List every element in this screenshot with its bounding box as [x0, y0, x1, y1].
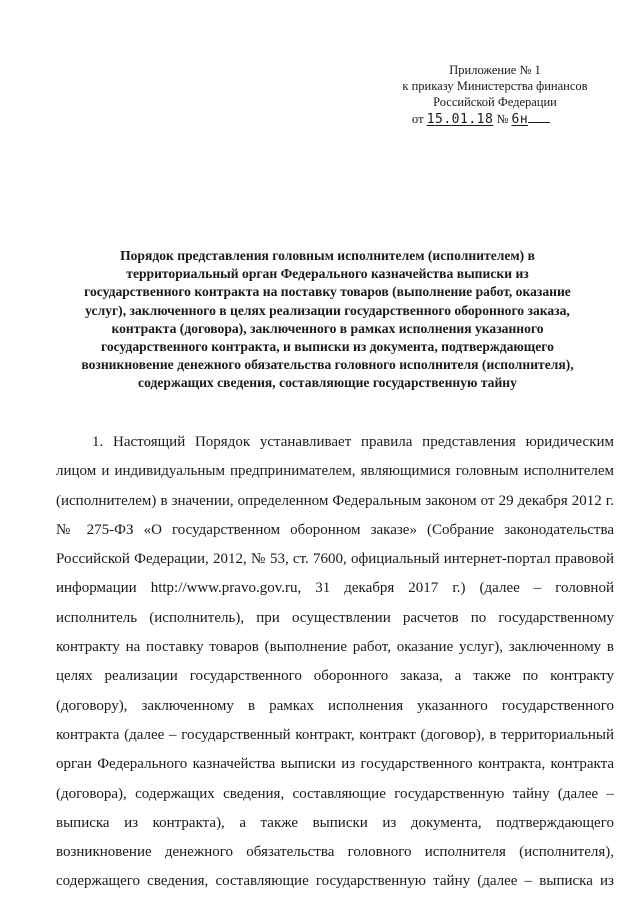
body-line: Российской Федерации, 2012, № 53, ст. 7600, официальный интернет-портал правовой: [56, 551, 614, 568]
body-line: выписка из контракта), а также выписки из документа, подтверждающего: [56, 814, 614, 831]
body-line: контракту на поставку товаров (выполнение работ, оказание услуг), заключенному в: [56, 639, 614, 656]
title-line: контракта (договора), заключенного в рамках исполнения указанного: [111, 320, 544, 336]
title-line: Порядок представления головным исполнителем (исполнителем) в: [120, 248, 535, 263]
body-line: 1. Настоящий Порядок устанавливает правила представления юридическим: [92, 434, 614, 450]
appendix-country: Российской Федерации: [433, 95, 557, 109]
title-line: государственного контракта на поставку товаров (выполнение работ, оказание: [84, 284, 571, 300]
appendix-date-line: [380, 110, 610, 128]
number-prefix: №: [496, 112, 509, 126]
appendix-block: [380, 62, 610, 128]
title-line: государственного контракта, и выписки из документа, подтверждающего: [101, 339, 554, 355]
body-line: содержащего сведения, составляющие государственную тайну (далее – выписка из: [56, 873, 614, 890]
order-number: 6н: [511, 112, 529, 127]
title-line: возникновение денежного обязательства головного исполнителя (исполнителя),: [81, 357, 574, 373]
body-line: (договору), заключенному в рамках исполнения указанного государственного: [56, 697, 614, 714]
body-line: контракта (далее – государственный контракт, контракт (договор), в территориальный: [56, 726, 614, 743]
appendix-title: Приложение № 1: [449, 63, 541, 77]
body-line: лицом и индивидуальным предпринимателем, являющимися головным исполнителем: [56, 463, 614, 480]
body-line: исполнитель (исполнитель), при осуществлении расчетов по государственному: [56, 609, 614, 626]
body-line: № 275-ФЗ «О государственном оборонном заказе» (Собрание законодательства: [56, 521, 614, 538]
appendix-order-ref: к приказу Министерства финансов: [402, 79, 588, 93]
date-prefix: от: [412, 112, 424, 126]
body-line: орган Федерального казначейства выписки из государственного контракта, контракта: [56, 756, 614, 773]
body-line: (исполнителем) в значении, определенном Федеральным законом от 29 декабря 2012 г.: [56, 492, 614, 509]
title-line: территориальный орган Федерального казначейства выписки из: [126, 266, 529, 282]
document-title: [80, 247, 575, 393]
body-line: (договора), содержащих сведения, составляющие государственную тайну (далее –: [56, 785, 614, 802]
signature-line: [528, 110, 550, 123]
title-line: услуг), заключенного в целях реализации государственного оборонного заказа,: [85, 302, 570, 318]
body-line: возникновение денежного обязательства головного исполнителя (исполнителя),: [56, 844, 614, 861]
body-paragraph: [56, 428, 614, 897]
body-line: целях реализации государственного оборонного заказа, а также по контракту: [56, 668, 614, 685]
order-date: 15.01.18: [426, 112, 494, 127]
title-line: содержащих сведения, составляющие государственную тайну: [138, 375, 517, 391]
body-line: информации http://www.pravo.gov.ru, 31 декабря 2017 г.) (далее – головной: [56, 580, 614, 597]
